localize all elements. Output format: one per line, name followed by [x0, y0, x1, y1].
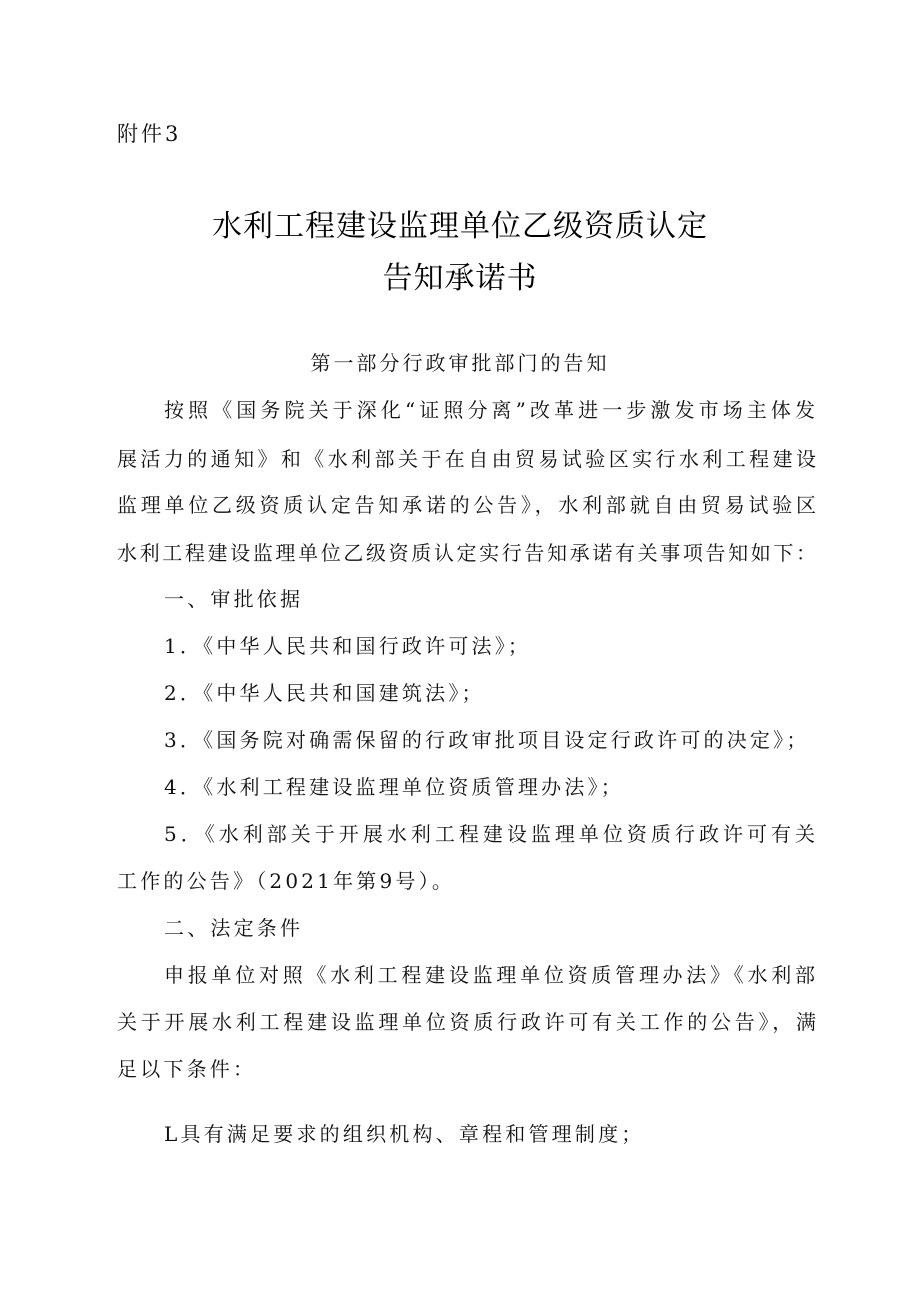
conditions-line: 足以下条件：	[117, 1057, 257, 1081]
intro-line: 监理单位乙级资质认定告知承诺的公告》，水利部就自由贸易试验区	[117, 493, 817, 517]
basis-item: 3．《国务院对确需保留的行政审批项目设定行政许可的决定》；	[164, 728, 810, 752]
basis-item: 4．《水利工程建设监理单位资质管理办法》；	[164, 775, 624, 799]
conditions-line: 关于开展水利工程建设监理单位资质行政许可有关工作的公告》，满	[117, 1010, 817, 1034]
basis-item-continuation: 工作的公告》（2021年第9号）。	[117, 869, 456, 893]
basis-item: 1．《中华人民共和国行政许可法》；	[164, 634, 532, 658]
document-title-line2: 告知承诺书	[382, 261, 538, 296]
intro-line: 水利工程建设监理单位乙级资质认定实行告知承诺有关事项告知如下：	[117, 541, 817, 565]
intro-line: 按照《国务院关于深化“证照分离”改革进一步激发市场主体发	[164, 398, 816, 422]
basis-item: 2．《中华人民共和国建筑法》；	[164, 681, 485, 705]
intro-line: 展活力的通知》和《水利部关于在自由贸易试验区实行水利工程建设	[117, 447, 817, 471]
condition-item: L具有满足要求的组织机构、章程和管理制度；	[164, 1122, 645, 1146]
conditions-heading: 二、法定条件	[164, 916, 304, 940]
attachment-label: 附件3	[117, 122, 182, 146]
basis-heading: 一、审批依据	[164, 587, 304, 611]
document-title-line1: 水利工程建设监理单位乙级资质认定	[212, 209, 708, 244]
section-heading: 第一部分行政审批部门的告知	[310, 351, 610, 375]
conditions-line: 申报单位对照《水利工程建设监理单位资质管理办法》《水利部	[164, 963, 816, 987]
basis-item: 5．《水利部关于开展水利工程建设监理单位资质行政许可有关	[164, 822, 816, 846]
